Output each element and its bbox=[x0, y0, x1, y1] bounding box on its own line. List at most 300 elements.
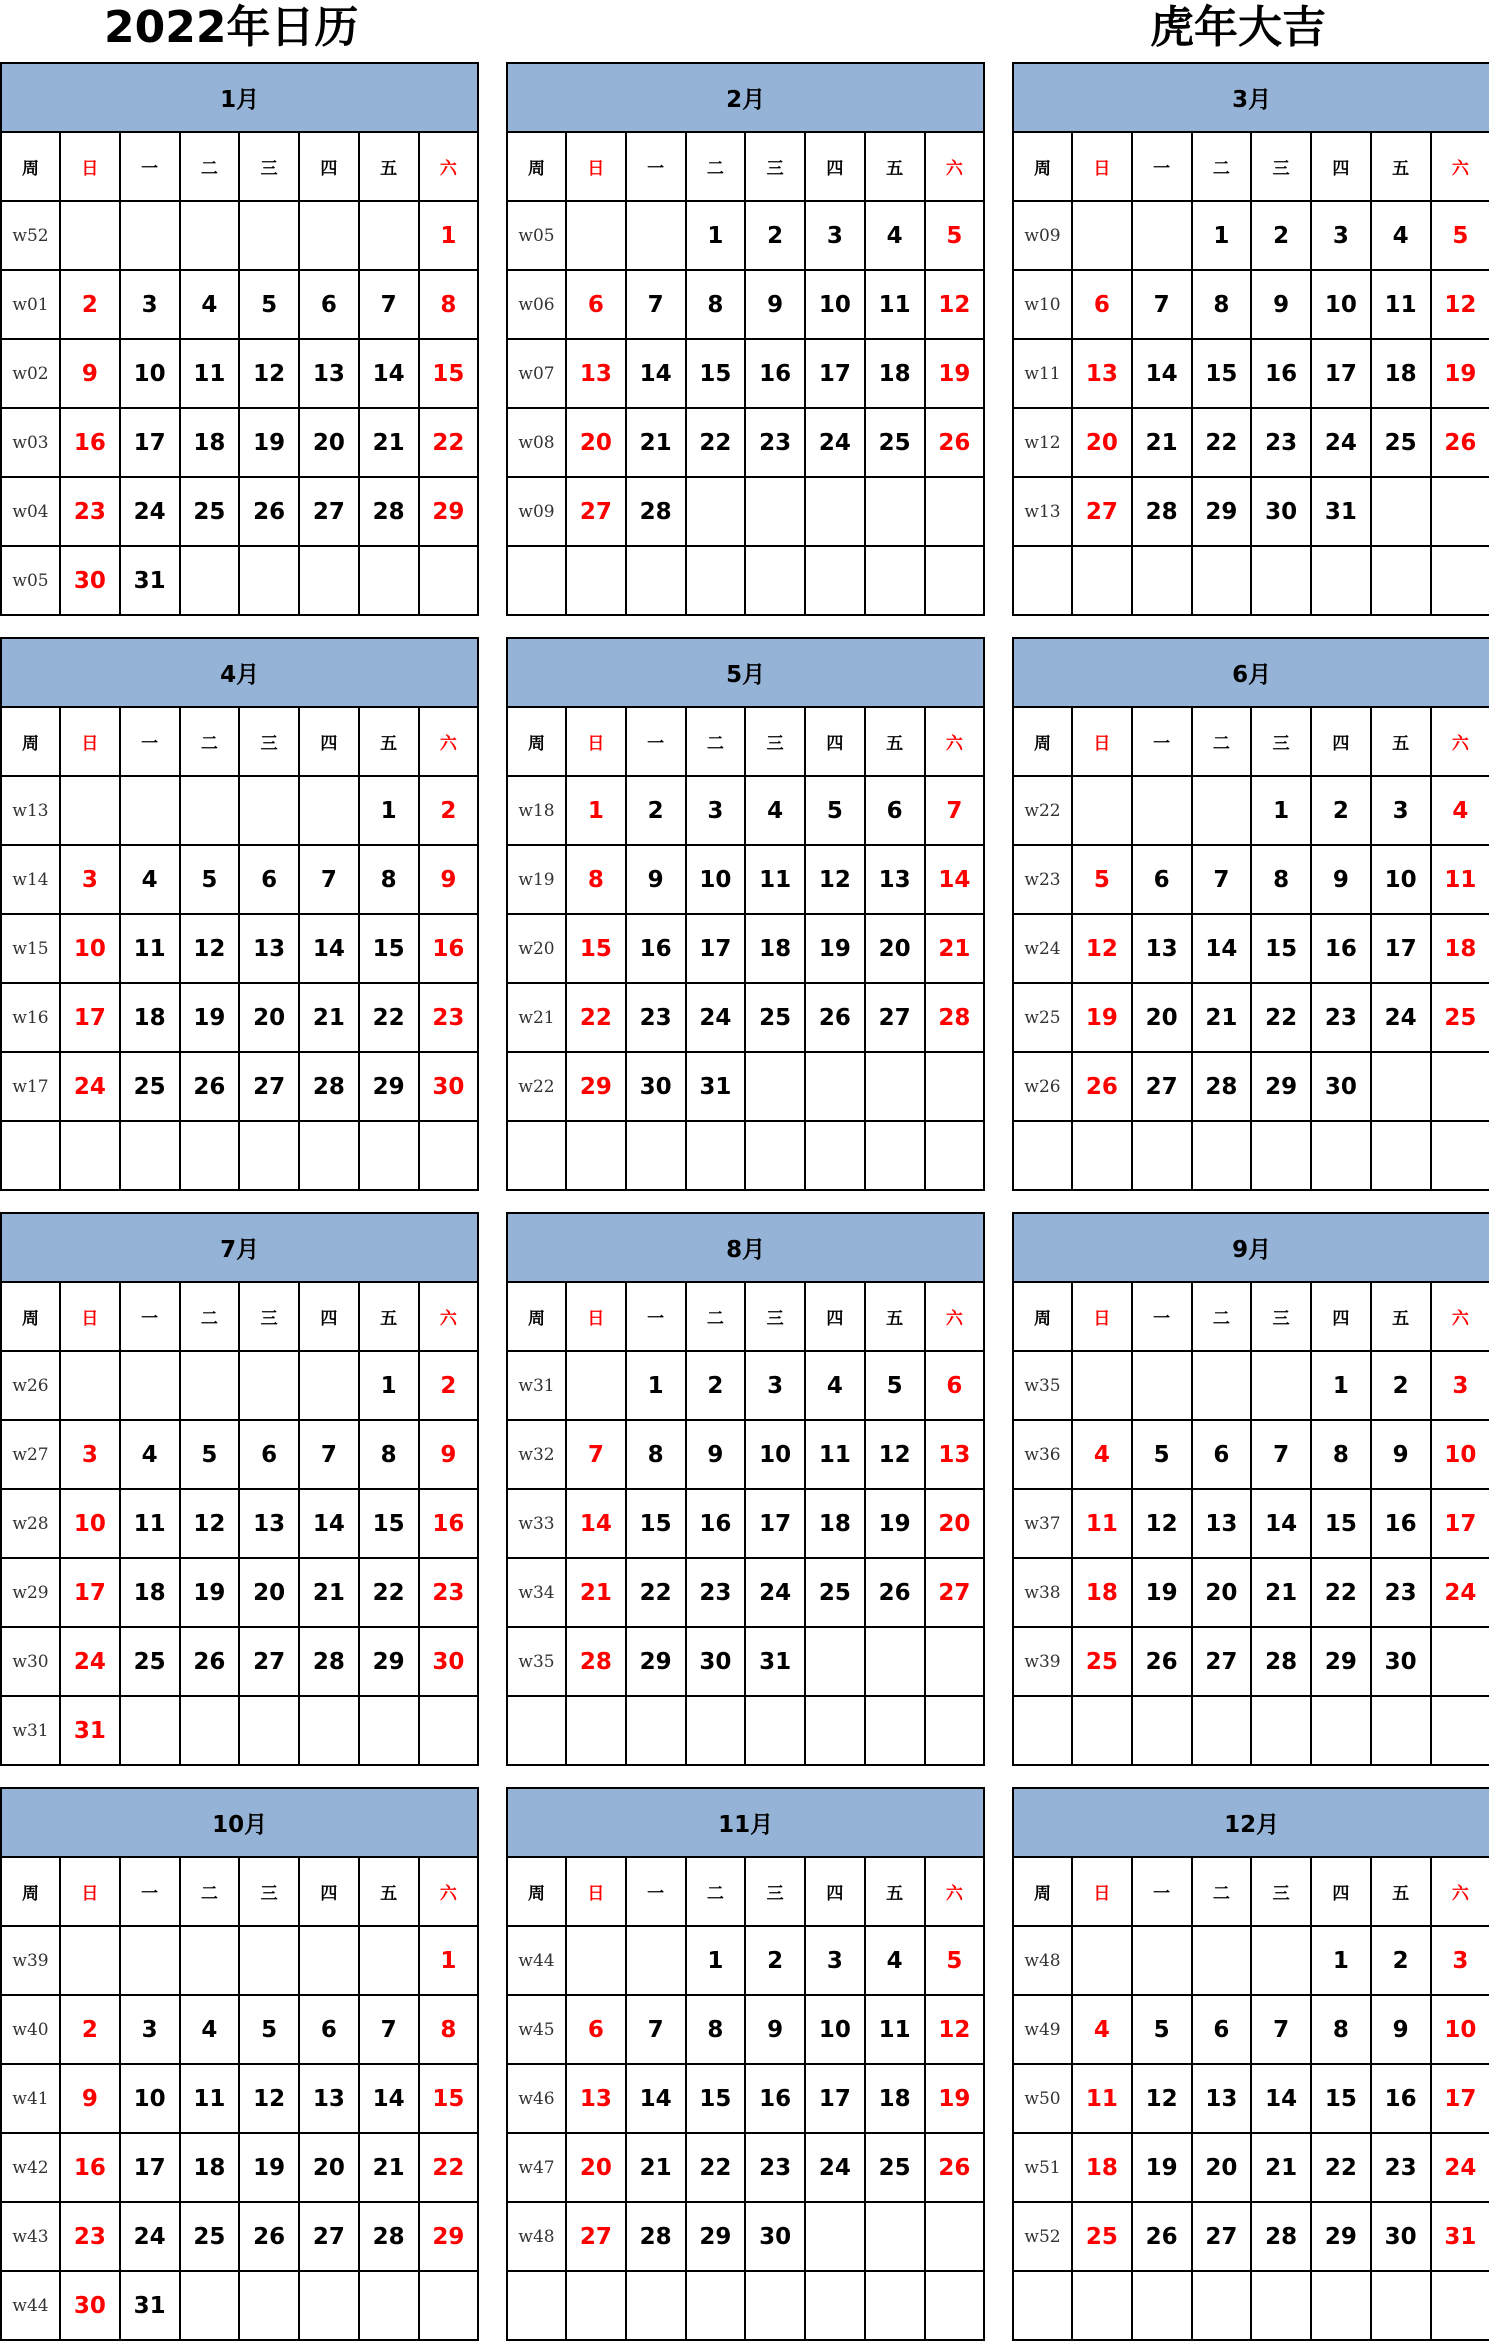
day-cell bbox=[925, 2271, 985, 2340]
day-cell: 7 bbox=[359, 270, 419, 339]
day-cell: 11 bbox=[805, 1420, 865, 1489]
day-cell: 22 bbox=[566, 983, 626, 1052]
day-cell: 18 bbox=[865, 339, 925, 408]
month-calendar bbox=[1012, 1787, 1489, 2341]
day-cell: 30 bbox=[745, 2202, 805, 2271]
day-cell bbox=[1072, 1696, 1132, 1765]
weekday-label: 四 bbox=[1311, 707, 1371, 776]
day-cell: 16 bbox=[1251, 339, 1311, 408]
day-cell: 12 bbox=[925, 270, 985, 339]
day-cell bbox=[180, 1351, 240, 1420]
day-cell: 25 bbox=[120, 1052, 180, 1121]
day-cell: 24 bbox=[1311, 408, 1371, 477]
week-number: w35 bbox=[507, 1627, 566, 1696]
day-cell bbox=[239, 201, 299, 270]
day-cell: 26 bbox=[1132, 2202, 1192, 2271]
day-cell: 16 bbox=[1371, 2064, 1431, 2133]
day-cell: 22 bbox=[359, 983, 419, 1052]
day-cell: 26 bbox=[925, 2133, 985, 2202]
day-cell: 17 bbox=[60, 1558, 120, 1627]
day-cell: 25 bbox=[120, 1627, 180, 1696]
day-cell: 1 bbox=[686, 201, 746, 270]
day-cell: 14 bbox=[1251, 1489, 1311, 1558]
day-cell: 20 bbox=[566, 408, 626, 477]
month-calendar bbox=[1012, 62, 1489, 616]
week-row bbox=[1013, 1558, 1489, 1627]
day-cell: 28 bbox=[566, 1627, 626, 1696]
day-cell bbox=[1311, 1696, 1371, 1765]
day-cell: 27 bbox=[1132, 1052, 1192, 1121]
day-cell: 6 bbox=[299, 270, 359, 339]
day-cell bbox=[1132, 546, 1192, 615]
week-number: w11 bbox=[1013, 339, 1072, 408]
week-number: w38 bbox=[1013, 1558, 1072, 1627]
day-cell bbox=[1072, 2271, 1132, 2340]
weekday-label: 一 bbox=[626, 1857, 686, 1926]
weekday-label: 三 bbox=[239, 1857, 299, 1926]
week-row bbox=[1013, 1995, 1489, 2064]
day-cell: 31 bbox=[1311, 477, 1371, 546]
day-cell: 25 bbox=[1431, 983, 1489, 1052]
day-cell bbox=[120, 776, 180, 845]
day-cell: 20 bbox=[1192, 1558, 1252, 1627]
day-cell: 6 bbox=[865, 776, 925, 845]
weekday-label: 日 bbox=[60, 1857, 120, 1926]
day-cell: 1 bbox=[1251, 776, 1311, 845]
day-cell: 27 bbox=[1072, 477, 1132, 546]
weekday-label: 一 bbox=[120, 132, 180, 201]
day-cell: 23 bbox=[1371, 1558, 1431, 1627]
week-row bbox=[507, 1995, 984, 2064]
week-row bbox=[507, 2133, 984, 2202]
week-row bbox=[1013, 1926, 1489, 1995]
day-cell bbox=[745, 1696, 805, 1765]
week-row bbox=[1, 1627, 478, 1696]
week-row bbox=[507, 1121, 984, 1190]
day-cell: 14 bbox=[925, 845, 985, 914]
day-cell: 3 bbox=[1311, 201, 1371, 270]
week-number: w19 bbox=[507, 845, 566, 914]
day-cell: 5 bbox=[865, 1351, 925, 1420]
weekday-label: 日 bbox=[1072, 1857, 1132, 1926]
weekday-label: 四 bbox=[1311, 132, 1371, 201]
day-cell: 22 bbox=[1311, 2133, 1371, 2202]
day-cell: 17 bbox=[60, 983, 120, 1052]
day-cell: 28 bbox=[1251, 1627, 1311, 1696]
weekday-label: 二 bbox=[1192, 132, 1252, 201]
month-name: 6月 bbox=[1013, 638, 1489, 707]
weekday-label: 四 bbox=[805, 132, 865, 201]
day-cell: 28 bbox=[359, 477, 419, 546]
weekday-label: 四 bbox=[805, 1282, 865, 1351]
day-cell: 15 bbox=[359, 914, 419, 983]
day-cell: 26 bbox=[180, 1627, 240, 1696]
day-cell bbox=[239, 1696, 299, 1765]
week-row bbox=[1, 1420, 478, 1489]
week-number: w10 bbox=[1013, 270, 1072, 339]
day-cell bbox=[865, 477, 925, 546]
week-number bbox=[1013, 546, 1072, 615]
day-cell: 4 bbox=[180, 1995, 240, 2064]
day-cell: 14 bbox=[626, 339, 686, 408]
weekday-label: 五 bbox=[359, 707, 419, 776]
week-row bbox=[507, 2271, 984, 2340]
day-cell bbox=[566, 1351, 626, 1420]
week-number bbox=[1, 1121, 60, 1190]
day-cell: 15 bbox=[566, 914, 626, 983]
week-number: w36 bbox=[1013, 1420, 1072, 1489]
month-table bbox=[0, 637, 479, 1191]
day-cell: 16 bbox=[1371, 1489, 1431, 1558]
month-name: 1月 bbox=[1, 63, 478, 132]
month-name: 10月 bbox=[1, 1788, 478, 1857]
day-cell bbox=[1192, 776, 1252, 845]
day-cell: 8 bbox=[1192, 270, 1252, 339]
day-cell: 13 bbox=[1072, 339, 1132, 408]
weekday-label: 六 bbox=[1431, 1857, 1489, 1926]
day-cell: 12 bbox=[239, 339, 299, 408]
day-cell: 21 bbox=[566, 1558, 626, 1627]
weekday-label: 周 bbox=[1, 132, 60, 201]
week-row bbox=[1013, 2202, 1489, 2271]
day-cell: 4 bbox=[865, 1926, 925, 1995]
month-calendar bbox=[506, 1212, 983, 1766]
day-cell: 18 bbox=[1431, 914, 1489, 983]
day-cell: 9 bbox=[1371, 1995, 1431, 2064]
day-cell: 29 bbox=[419, 477, 479, 546]
weekday-label: 三 bbox=[1251, 1282, 1311, 1351]
weekday-label: 四 bbox=[299, 132, 359, 201]
day-cell: 10 bbox=[60, 914, 120, 983]
day-cell: 1 bbox=[359, 776, 419, 845]
day-cell: 5 bbox=[1072, 845, 1132, 914]
day-cell: 19 bbox=[925, 339, 985, 408]
day-cell: 29 bbox=[566, 1052, 626, 1121]
week-number bbox=[507, 1121, 566, 1190]
weekday-label: 四 bbox=[805, 707, 865, 776]
week-row bbox=[1, 477, 478, 546]
day-cell: 22 bbox=[686, 408, 746, 477]
day-cell: 27 bbox=[566, 477, 626, 546]
day-cell: 21 bbox=[1251, 1558, 1311, 1627]
week-row bbox=[1, 546, 478, 615]
day-cell: 6 bbox=[566, 1995, 626, 2064]
week-number: w31 bbox=[1, 1696, 60, 1765]
week-row bbox=[1013, 2064, 1489, 2133]
day-cell: 19 bbox=[805, 914, 865, 983]
weekday-label: 日 bbox=[566, 707, 626, 776]
day-cell: 8 bbox=[1251, 845, 1311, 914]
day-cell bbox=[299, 776, 359, 845]
day-cell: 25 bbox=[180, 477, 240, 546]
day-cell: 25 bbox=[1072, 2202, 1132, 2271]
day-cell: 10 bbox=[120, 2064, 180, 2133]
day-cell: 8 bbox=[359, 845, 419, 914]
week-number: w48 bbox=[507, 2202, 566, 2271]
day-cell: 15 bbox=[419, 339, 479, 408]
weekday-label: 一 bbox=[626, 707, 686, 776]
week-row bbox=[1, 270, 478, 339]
week-number: w42 bbox=[1, 2133, 60, 2202]
weekday-label: 六 bbox=[1431, 707, 1489, 776]
day-cell: 12 bbox=[239, 2064, 299, 2133]
day-cell: 1 bbox=[419, 1926, 479, 1995]
day-cell: 19 bbox=[1132, 1558, 1192, 1627]
week-row bbox=[1013, 546, 1489, 615]
day-cell bbox=[1072, 776, 1132, 845]
week-number: w18 bbox=[507, 776, 566, 845]
week-number: w06 bbox=[507, 270, 566, 339]
month-name: 2月 bbox=[507, 63, 984, 132]
day-cell bbox=[299, 1696, 359, 1765]
week-row bbox=[1013, 845, 1489, 914]
week-number: w44 bbox=[507, 1926, 566, 1995]
day-cell bbox=[1311, 546, 1371, 615]
week-number bbox=[507, 546, 566, 615]
day-cell: 30 bbox=[419, 1052, 479, 1121]
week-row bbox=[1013, 914, 1489, 983]
day-cell bbox=[60, 1926, 120, 1995]
month-table bbox=[0, 1212, 479, 1766]
day-cell: 8 bbox=[626, 1420, 686, 1489]
day-cell bbox=[180, 1926, 240, 1995]
day-cell: 5 bbox=[239, 270, 299, 339]
day-cell: 27 bbox=[299, 2202, 359, 2271]
day-cell: 5 bbox=[925, 1926, 985, 1995]
day-cell: 17 bbox=[805, 2064, 865, 2133]
day-cell: 31 bbox=[120, 2271, 180, 2340]
day-cell bbox=[805, 1052, 865, 1121]
day-cell: 21 bbox=[626, 408, 686, 477]
day-cell bbox=[925, 477, 985, 546]
day-cell: 9 bbox=[745, 1995, 805, 2064]
weekday-label: 一 bbox=[1132, 132, 1192, 201]
day-cell bbox=[805, 1627, 865, 1696]
day-cell: 30 bbox=[1371, 1627, 1431, 1696]
weekday-label: 日 bbox=[566, 132, 626, 201]
day-cell: 25 bbox=[865, 2133, 925, 2202]
day-cell bbox=[925, 1052, 985, 1121]
day-cell: 22 bbox=[1192, 408, 1252, 477]
week-number: w30 bbox=[1, 1627, 60, 1696]
day-cell: 24 bbox=[120, 477, 180, 546]
day-cell bbox=[865, 1121, 925, 1190]
day-cell bbox=[925, 1696, 985, 1765]
week-row bbox=[507, 914, 984, 983]
day-cell: 29 bbox=[686, 2202, 746, 2271]
day-cell: 30 bbox=[1311, 1052, 1371, 1121]
day-cell: 20 bbox=[1132, 983, 1192, 1052]
day-cell: 19 bbox=[865, 1489, 925, 1558]
day-cell: 28 bbox=[626, 477, 686, 546]
day-cell bbox=[120, 1696, 180, 1765]
day-cell: 29 bbox=[626, 1627, 686, 1696]
day-cell: 13 bbox=[865, 845, 925, 914]
day-cell bbox=[180, 1696, 240, 1765]
week-row bbox=[507, 845, 984, 914]
weekday-label: 日 bbox=[1072, 707, 1132, 776]
day-cell bbox=[745, 1121, 805, 1190]
day-cell: 21 bbox=[299, 983, 359, 1052]
weekday-label: 三 bbox=[239, 707, 299, 776]
day-cell bbox=[1371, 477, 1431, 546]
day-cell bbox=[1311, 1121, 1371, 1190]
day-cell bbox=[686, 1696, 746, 1765]
day-cell: 18 bbox=[120, 1558, 180, 1627]
day-cell: 15 bbox=[1192, 339, 1252, 408]
weekday-label: 三 bbox=[745, 707, 805, 776]
day-cell: 27 bbox=[566, 2202, 626, 2271]
day-cell: 2 bbox=[60, 1995, 120, 2064]
month-table bbox=[1012, 1212, 1489, 1766]
day-cell: 14 bbox=[566, 1489, 626, 1558]
weekday-label: 日 bbox=[60, 707, 120, 776]
day-cell: 29 bbox=[1311, 2202, 1371, 2271]
month-name: 4月 bbox=[1, 638, 478, 707]
day-cell: 6 bbox=[925, 1351, 985, 1420]
day-cell: 28 bbox=[1132, 477, 1192, 546]
weekday-label: 六 bbox=[925, 707, 985, 776]
day-cell: 25 bbox=[865, 408, 925, 477]
day-cell: 15 bbox=[626, 1489, 686, 1558]
day-cell: 12 bbox=[1431, 270, 1489, 339]
week-row bbox=[1, 845, 478, 914]
day-cell bbox=[1072, 546, 1132, 615]
week-number: w22 bbox=[507, 1052, 566, 1121]
week-number: w27 bbox=[1, 1420, 60, 1489]
week-number: w39 bbox=[1013, 1627, 1072, 1696]
day-cell bbox=[1371, 546, 1431, 615]
day-cell: 16 bbox=[1311, 914, 1371, 983]
weekday-label: 日 bbox=[566, 1282, 626, 1351]
day-cell: 29 bbox=[1311, 1627, 1371, 1696]
week-number: w23 bbox=[1013, 845, 1072, 914]
week-row bbox=[1, 2064, 478, 2133]
day-cell bbox=[925, 1121, 985, 1190]
week-number: w39 bbox=[1, 1926, 60, 1995]
day-cell: 14 bbox=[299, 1489, 359, 1558]
week-row bbox=[1013, 1696, 1489, 1765]
weekday-label: 二 bbox=[180, 707, 240, 776]
week-row bbox=[1013, 1052, 1489, 1121]
weekday-label: 三 bbox=[239, 132, 299, 201]
day-cell: 7 bbox=[1132, 270, 1192, 339]
day-cell: 4 bbox=[120, 1420, 180, 1489]
day-cell: 24 bbox=[1431, 2133, 1489, 2202]
week-number: w20 bbox=[507, 914, 566, 983]
week-row bbox=[507, 339, 984, 408]
week-row bbox=[507, 1052, 984, 1121]
day-cell bbox=[1431, 1052, 1489, 1121]
day-cell: 20 bbox=[239, 983, 299, 1052]
weekday-label: 二 bbox=[180, 132, 240, 201]
day-cell: 24 bbox=[686, 983, 746, 1052]
day-cell: 11 bbox=[180, 339, 240, 408]
day-cell bbox=[180, 546, 240, 615]
month-name: 3月 bbox=[1013, 63, 1489, 132]
week-row bbox=[507, 546, 984, 615]
day-cell bbox=[120, 1351, 180, 1420]
weekday-label: 四 bbox=[299, 707, 359, 776]
day-cell: 2 bbox=[1251, 201, 1311, 270]
week-number: w34 bbox=[507, 1558, 566, 1627]
weekday-label: 六 bbox=[925, 1857, 985, 1926]
day-cell: 21 bbox=[1132, 408, 1192, 477]
month-table bbox=[506, 1787, 985, 2341]
weekday-label: 周 bbox=[507, 132, 566, 201]
day-cell: 8 bbox=[686, 270, 746, 339]
day-cell: 10 bbox=[745, 1420, 805, 1489]
day-cell: 23 bbox=[745, 2133, 805, 2202]
day-cell: 3 bbox=[60, 1420, 120, 1489]
day-cell: 8 bbox=[1311, 1995, 1371, 2064]
week-number bbox=[1013, 1121, 1072, 1190]
day-cell bbox=[865, 2271, 925, 2340]
weekday-label: 五 bbox=[865, 1857, 925, 1926]
day-cell bbox=[626, 1926, 686, 1995]
day-cell: 1 bbox=[566, 776, 626, 845]
day-cell: 10 bbox=[686, 845, 746, 914]
day-cell bbox=[566, 1121, 626, 1190]
day-cell bbox=[626, 1121, 686, 1190]
month-table bbox=[1012, 637, 1489, 1191]
week-number: w09 bbox=[1013, 201, 1072, 270]
day-cell: 26 bbox=[1072, 1052, 1132, 1121]
day-cell: 20 bbox=[1072, 408, 1132, 477]
day-cell: 7 bbox=[299, 845, 359, 914]
day-cell: 18 bbox=[745, 914, 805, 983]
week-row bbox=[507, 1351, 984, 1420]
weekday-label: 一 bbox=[120, 707, 180, 776]
month-calendar bbox=[506, 62, 983, 616]
day-cell: 27 bbox=[925, 1558, 985, 1627]
week-row bbox=[507, 408, 984, 477]
weekday-label: 三 bbox=[745, 1282, 805, 1351]
day-cell: 7 bbox=[1192, 845, 1252, 914]
day-cell bbox=[419, 546, 479, 615]
week-row bbox=[1013, 2271, 1489, 2340]
day-cell bbox=[686, 1121, 746, 1190]
day-cell: 31 bbox=[1431, 2202, 1489, 2271]
weekday-label: 五 bbox=[1371, 132, 1431, 201]
day-cell bbox=[180, 201, 240, 270]
day-cell bbox=[805, 1121, 865, 1190]
week-number: w44 bbox=[1, 2271, 60, 2340]
day-cell: 8 bbox=[359, 1420, 419, 1489]
week-number: w37 bbox=[1013, 1489, 1072, 1558]
day-cell: 29 bbox=[1192, 477, 1252, 546]
month-table bbox=[1012, 62, 1489, 616]
day-cell: 20 bbox=[1192, 2133, 1252, 2202]
day-cell bbox=[1192, 2271, 1252, 2340]
day-cell: 24 bbox=[1371, 983, 1431, 1052]
day-cell: 12 bbox=[925, 1995, 985, 2064]
week-row bbox=[1, 1696, 478, 1765]
week-row bbox=[1, 983, 478, 1052]
day-cell: 13 bbox=[299, 2064, 359, 2133]
day-cell: 2 bbox=[686, 1351, 746, 1420]
day-cell: 2 bbox=[745, 201, 805, 270]
day-cell bbox=[1251, 1121, 1311, 1190]
day-cell: 11 bbox=[1072, 1489, 1132, 1558]
week-number: w07 bbox=[507, 339, 566, 408]
week-row bbox=[1, 2271, 478, 2340]
day-cell bbox=[239, 2271, 299, 2340]
day-cell: 11 bbox=[1371, 270, 1431, 339]
day-cell: 23 bbox=[60, 2202, 120, 2271]
week-number: w13 bbox=[1013, 477, 1072, 546]
day-cell: 26 bbox=[925, 408, 985, 477]
